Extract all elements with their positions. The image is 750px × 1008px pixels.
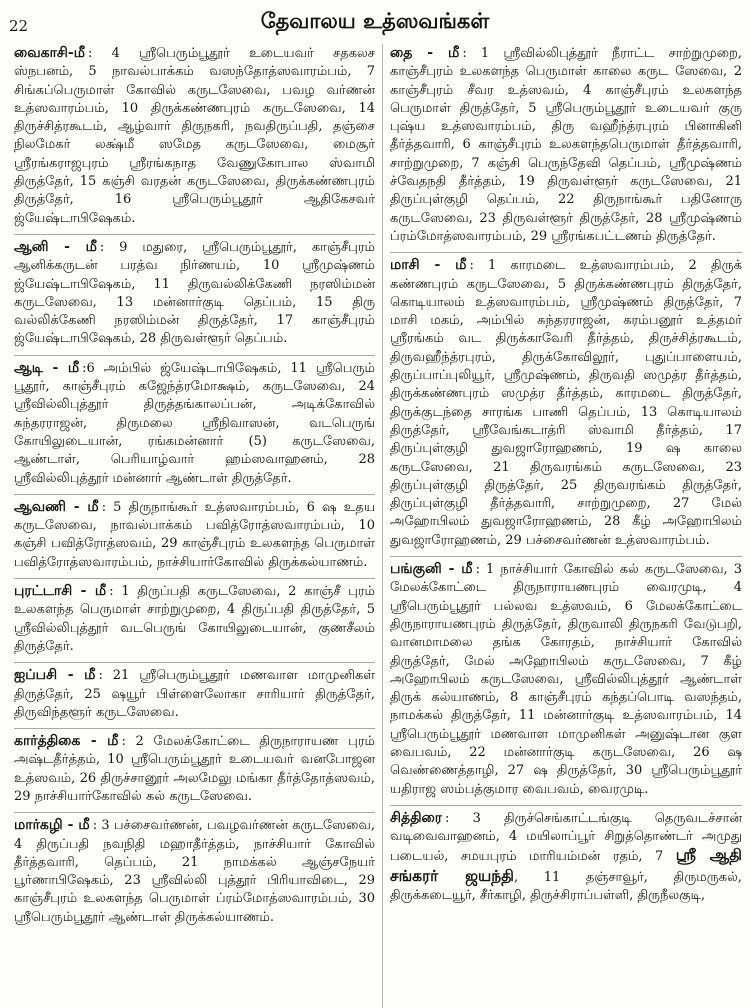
festival-list: : 9 மதுரை, ஸ்ரீபெரும்பூதூர், காஞ்சீபுரம் ஆனிக்கருடன் பரத்வ நிர்ணயம், 10 ஸ்ரீமுஷ்ணம் ஜ்யேஷ்டாபிஷேகம், 11 திருவல்லிக்கேணி நரஸிம்மன் கருடஸேவை, 13 மன்னார்குடி தெப்பம், 15 திரு வல்லிக்கேணி நரஸிம்மன் திருத்தேர், 17 காஞ்சீபுரம் ஜ்யேஷ்டாபிஷேகம், 28 திருவள்ளூர் தெப்பம்.	[14, 239, 375, 347]
festival-list: : 3 திருச்செங்காட்டங்குடி தெருவடச்சான் வடிவைவாஹனம், 4 மயிலாப்பூர் சிறுத்தொண்டர் அமுது படையல், சமயபுரம் மாரியம்மன் ரதம், 7	[390, 810, 742, 865]
festival-list: : 1 ஸ்ரீவில்லிபுத்தூர் நீராட்ட சாற்றுமுறை, காஞ்சீபுரம் உலகளந்த பெருமாள் காலை கருட ஸேவை, 2 காஞ்சீபுரம் சீவர உத்ஸவம், 4 காஞ்சீபுரம் உலகளந்த பெருமாள் திருத்தேர், 5 ஸ்ரீபெரும்பூதூர் உடையவர் குரு புஷ்ய உத்ஸவாரம்பம், திரு வஹீந்த்ரபுரம் பினாகினி தீர்த்தவாரி, 6 காஞ்சீபுரம் உலகளந்தபெருமாள் தீர்த்தவாரி, சாற்றுமுறை, 7 கஞ்சி பெருந்தேவி தெப்பம், ஸ்ரீமுஷ்ணம் ச்வேதநதி தீர்த்தம், 19 திருவள்ளூர் கருடஸேவை, 21 திருப்புள்குழி தெப்பம், 22 திருநாங்கூர் பதினோரு கருடஸேவை, 23 திருவள்ளூர் திருத்தேர், 28 ஸ்ரீமுஷ்ணம் ப்ரம்மோத்ஸவாரம்பம், 29 ஸ்ரீரங்கபட்டணம் திருத்தேர்.	[390, 46, 742, 244]
section-karthigai	[14, 728, 375, 809]
section-maasi	[390, 252, 742, 553]
section-aani	[14, 234, 375, 352]
festival-list: : 4 ஸ்ரீபெரும்பூதூர் உடையவர் சதகலச ஸ்நபனம், 5 நாவல்பாக்கம் வஸந்தோத்ஸவாரம்பம், 7 சிங்கப்பெருமாள் கோவில் கருடஸேவை, பவழ வர்ணன் உத்ஸவாரம்பம், 10 திருக்கண்ணபுரம் கருடஸேவை, 14 திருச்சித்ரகூடம், ஆழ்வார் திருநகரி, நவதிருப்பதி, தஞ்சை நிலமேகர் லக்ஷ்மீ ஸமேத கருடஸேவை, மைசூர் ஸ்ரீரங்கராஜபுரம் ஸ்ரீரங்கநாத வேணுகோபால ஸ்வாமி திருத்தேர், 15 கஞ்சி வரதன் கருடஸேவை, திருக்கண்ணபுரம் திருத்தேர், 16 ஸ்ரீபெரும்பூதூர் ஆதிகேசவர் ஜ்யேஷ்டாபிஷேகம்.	[14, 46, 375, 226]
section-chithirai	[390, 805, 742, 908]
section-purattasi	[14, 578, 375, 659]
month-heading: ஐப்பசி - மீ	[14, 667, 96, 684]
festival-list: : 2 மேலக்கோட்டை திருநாராயண புரம் அஷ்டதீர்த்தம், 10 ஸ்ரீபெரும்பூதூர் உடையவர் வனபோஜன உத்ஸவம், 26 திருச்சானூர் அலமேலு மங்கா தீர்த்தோத்ஸவம், 29 நாச்சியார்கோவில் கல் கருடஸேவை.	[14, 734, 375, 804]
month-heading: கார்த்திகை - மீ	[14, 733, 119, 750]
month-heading: தை - மீ	[390, 45, 460, 61]
section-thai	[390, 44, 742, 249]
festival-list: : 1 திருப்பதி கருடஸேவை, 2 காஞ்சீ புரம் உலகளந்த பெருமாள் சாற்றுமுறை, 4 திருப்பதி திருத்தேர், 5 ஸ்ரீவில்லிபுத்தூர் வடபெருங் கோயிலுடையான், குணசீலம் திருத்தேர்.	[14, 584, 375, 654]
section-aavani	[14, 494, 375, 575]
month-heading: புரட்டாசி - மீ	[14, 583, 107, 600]
column-divider	[382, 44, 383, 1008]
highlighted-festival: ஸ்ரீ ஆதி சங்கரர் ஜயந்தி	[390, 845, 742, 885]
festival-list: : 1 காரமடை உத்ஸவாரம்பம், 2 திருக் கண்ணபுரம் கருடஸேவை, 5 திருக்கண்ணபுரம் திருத்தேர், கொடியாலம் உத்ஸவாரம்பம், ஸ்ரீமுஷ்ணம் திருத்தேர், 7 மாசி மகம், அம்பில் சுந்தரராஜன், கரம்பனூர் உத்தமர் ஸ்ரீரங்கம் வட திருக்காவேரி தீர்த்தம், திருச்சித்ரகூடம், திருவஹீந்த்ரபுரம், திருக்கோவிலூர், புதுப்பாளையம், திருப்பாப்புலியூர், ஸ்ரீமுஷ்ணம், திருவதி ஸமுத்ர தீர்த்தம், திருக்கண்ணபுரம் ஸமுத்ர தீர்த்தம், காரமடை திருத்தேர், திருக்குடந்தை சாரங்க பாணி தெப்பம், 13 கொடியாலம் திருத்தேர், ஸ்ரீவேங்கடாத்ரி ஸ்வாமி தீர்த்தம், 17 திருப்புள்குழி துவஜாரோஹணம், 19 ஷ காலை கருடஸேவை, 21 திருவரங்கம் கருடஸேவை, 23 திருப்புள்குழி திருத்தேர், 25 திருவரங்கம் திருத்தேர், திருப்புள்குழி தீர்த்தவாரி, சாற்றுமுறை, 27 மேல் அஹோபிலம் துவஜாரோஹணம், 28 கீழ் அஹோபிலம் துவஜாரோஹணம், 29 பச்சைவர்ணன் உத்ஸவாரம்பம்.	[390, 258, 742, 548]
festival-list: :6 அம்பில் ஜ்யேஷ்டாபிஷேகம், 11 ஸ்ரீபெரும் பூதூர், காஞ்சீபுரம் கஜேந்த்ரமோக்ஷம், கருடஸேவை, 24 ஸ்ரீவில்லிபுத்தூர் திருத்தங்காலப்பன், அடிக்கோவில் சுந்தரராஜன், திருமலை ஸ்ரீநிவாஸன், வடபெருங் கோயிலுடையான், ரங்கமன்னார் (5) கருடஸேவை, ஆண்டாள், பெரியாழ்வார் ஹம்ஸவாஹனம், 28 ஸ்ரீவில்லிபுத்தூர் மன்னார் ஆண்டாள் திருத்தேர்.	[14, 360, 375, 486]
month-heading: சித்திரை	[390, 809, 443, 826]
month-heading: மாசி - மீ	[390, 257, 467, 274]
month-heading: மார்கழி - மீ	[14, 817, 90, 834]
festival-list: : 3 பச்சைவர்ணன், பவழவர்ணன் கருடஸேவை, 4 திருப்பதி நவநிதி மஹாதீர்த்தம், நாச்சியார் கோவில் தீர்த்தவாரி, தெப்பம், 21 நாமக்கல் ஆஞ்சநேயர் பூர்ணாபிஷேகம், 23 ஸ்ரீவில்லி புத்தூர் பிரியாவிடை, 29 காஞ்சீபுரம் உலகளந்த பெருமாள் ப்ரம்மோத்ஸவாரம்பம், 30 ஸ்ரீபெரும்பூதூர் ஆண்டாள் திருக்கல்யாணம்.	[14, 818, 375, 925]
month-heading: வைகாசி-மீ	[14, 45, 85, 61]
section-vaikasi	[14, 44, 375, 231]
page-title: தேவாலய உத்ஸவங்கள்	[260, 8, 490, 33]
section-panguni	[390, 556, 742, 802]
month-heading: ஆவணி - மீ	[14, 498, 99, 515]
festival-list: : 5 திருநாங்கூர் உத்ஸவாரம்பம், 6 ஷ உதய கருடஸேவை, நாவல்பாக்கம் பவித்ரோத்ஸவாரம்பம், 10 கஞ்சி பவித்ரோத்ஸவம், 29 காஞ்சீபுரம் உலகளந்த பெருமாள் பவித்ரோத்ஸவாரம்பம், நாச்சியார்கோவில் திருக்கல்யாணம்.	[14, 499, 375, 570]
left-column	[14, 44, 375, 1005]
month-heading: பங்குனி - மீ	[390, 561, 473, 578]
section-aadi	[14, 355, 375, 491]
festival-list: : 1 நாச்சியார் கோவில் கல் கருடஸேவை, 3 மேலக்கோட்டை திருநாராயணபுரம் வைரமுடி, 4 ஸ்ரீபெரும்பூதூர் பல்லவ உத்ஸவம், 6 மேலக்கோட்டை திருநாராயணபுரம் திருத்தேர், திருவாலி திருநகரி வேடுபறி, வானமாமலை தங்க கோரதம், நாச்சியார் கோவில் திருத்தேர், மேல் அஹோபிலம் கருடஸேவை, 7 கீழ் அஹோபிலம் கருடஸேவை, ஸ்ரீவில்லிபுத்தூர் ஆண்டாள் திருக் கல்யாணம், 8 காஞ்சீபுரம் கந்தப்பொடி வஸந்தம், நாமக்கல் திருத்தேர், 11 மன்னார்குடி உத்ஸவாரம்பம், 14 ஸ்ரீபெரும்பூதூர் மணவாள மாமுனிகள் அனுஷ்டான குள வைபவம், 22 மன்னார்குடி கருடஸேவை, 26 ஷ வெண்ணைத்தாழி, 27 ஷ திருத்தேர், 30 ஸ்ரீபெரும்பூதூர் யதிராஜ ஸம்பத்குமார வைபவம், வைரமுடி.	[390, 562, 742, 797]
right-column	[390, 44, 742, 1005]
section-aippasi	[14, 662, 375, 725]
festival-list: : 21 ஸ்ரீபெரும்பூதூர் மணவாள மாமுனிகள் திருத்தேர், 25 ஷயூர் பிள்ளைலோகா சாரியார் திருத்தேர், திருவிந்தளூர் கருடஸேவை.	[14, 668, 375, 720]
month-heading: ஆனி - மீ	[14, 238, 97, 255]
section-margazhi	[14, 812, 375, 930]
festival-list-continued: , 11 தஞ்சாவூர், திருமருகல், திருக்கடையூர், சீர்காழி, திருச்சிராப்பள்ளி, திருநீலகுடி,	[390, 869, 742, 904]
month-heading: ஆடி - மீ	[14, 359, 80, 376]
page-number: 22	[9, 17, 29, 35]
